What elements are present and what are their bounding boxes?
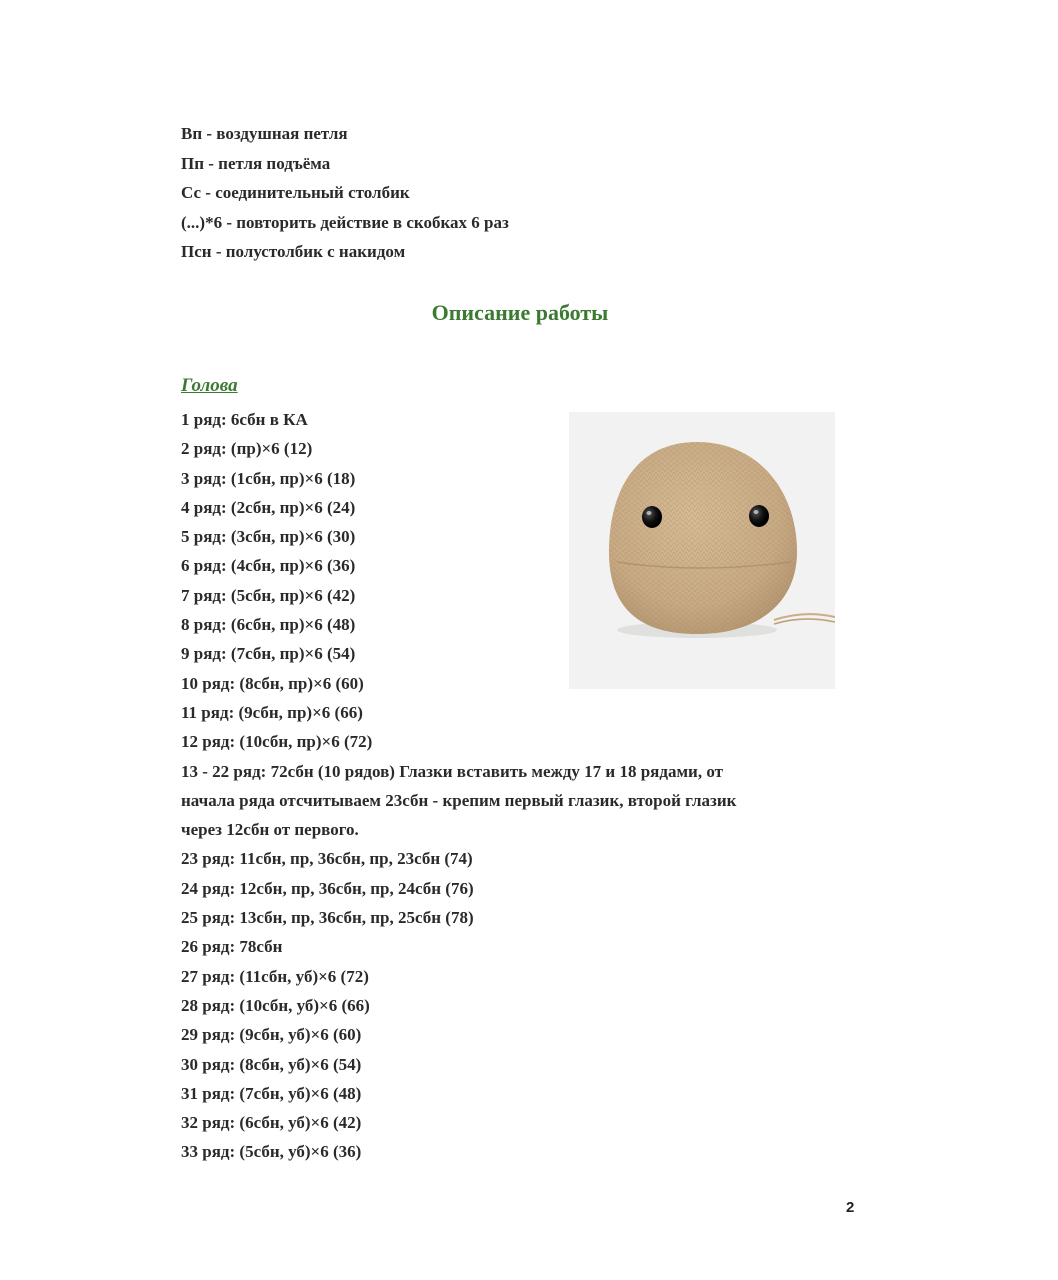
row-line: 24 ряд: 12сбн, пр, 36сбн, пр, 24сбн (76) <box>181 878 474 898</box>
row-line: через 12сбн от первого. <box>181 820 359 840</box>
row-line: 27 ряд: (11сбн, уб)×6 (72) <box>181 966 369 986</box>
subheading-head: Голова <box>181 375 238 396</box>
abbreviation-item: Псн - полустолбик с накидом <box>181 242 406 261</box>
row-line: 3 ряд: (1сбн, пр)×6 (18) <box>181 468 356 488</box>
row-line: 11 ряд: (9сбн, пр)×6 (66) <box>181 702 363 722</box>
section-title: Описание работы <box>431 300 609 325</box>
row-line: 6 ряд: (4сбн, пр)×6 (36) <box>181 556 356 576</box>
abbreviation-item: Пп - петля подъёма <box>181 153 331 173</box>
row-line: 12 ряд: (10сбн, пр)×6 (72) <box>181 732 373 752</box>
row-line: 26 ряд: 78сбн <box>181 937 283 957</box>
abbreviation-item: Вп - воздушная петля <box>181 124 348 143</box>
row-line: 33 ряд: (5сбн, уб)×6 (36) <box>181 1142 362 1162</box>
row-line: 29 ряд: (9сбн, уб)×6 (60) <box>181 1025 362 1045</box>
row-line: 7 ряд: (5сбн, пр)×6 (42) <box>181 585 356 605</box>
row-line: 4 ряд: (2сбн, пр)×6 (24) <box>181 497 356 517</box>
row-line: 9 ряд: (7сбн, пр)×6 (54) <box>181 644 356 664</box>
row-line: 8 ряд: (6сбн, пр)×6 (48) <box>181 615 356 635</box>
row-line: 28 ряд: (10сбн, уб)×6 (66) <box>181 995 370 1015</box>
row-line: 2 ряд: (пр)×6 (12) <box>181 439 313 459</box>
page-number: 2 <box>846 1199 855 1216</box>
abbreviation-item: Сс - соединительный столбик <box>181 183 410 202</box>
row-line: 1 ряд: 6сбн в КА <box>181 410 308 429</box>
row-line: начала ряда отсчитываем 23сбн - крепим первый глазик, второй глазик <box>181 790 737 810</box>
row-line: 5 ряд: (3сбн, пр)×6 (30) <box>181 527 356 547</box>
row-line: 23 ряд: 11сбн, пр, 36сбн, пр, 23сбн (74) <box>181 849 473 869</box>
row-line: 31 ряд: (7сбн, уб)×6 (48) <box>181 1083 362 1103</box>
row-line: 10 ряд: (8сбн, пр)×6 (60) <box>181 673 364 693</box>
abbreviation-item: (...)*6 - повторить действие в скобках 6 раз <box>181 212 509 232</box>
abbreviation-list <box>181 119 781 267</box>
row-line: 25 ряд: 13сбн, пр, 36сбн, пр, 25сбн (78) <box>181 908 474 928</box>
row-line: 32 ряд: (6сбн, уб)×6 (42) <box>181 1113 362 1133</box>
row-line: 30 ряд: (8сбн, уб)×6 (54) <box>181 1054 362 1074</box>
row-line: 13 - 22 ряд: 72сбн (10 рядов) Глазки вставить между 17 и 18 рядами, от <box>181 761 723 781</box>
row-instructions <box>181 405 841 1167</box>
